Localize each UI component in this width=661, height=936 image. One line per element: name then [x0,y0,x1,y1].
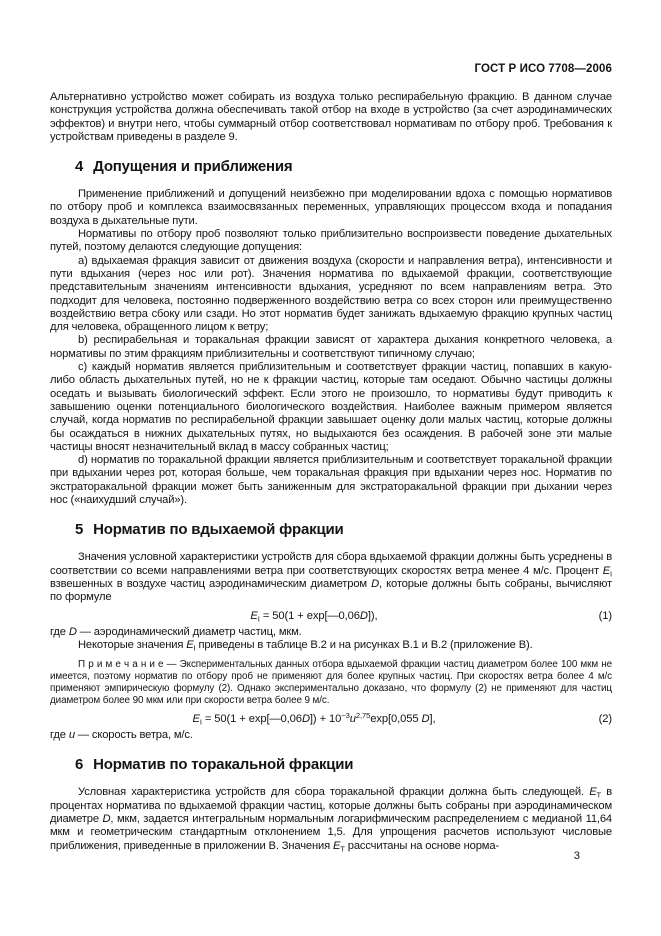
section-4-item-b: b) респирабельная и торакальная фракции зависят от характера дыхания конкретного человека, а нормативы по этим фракциям приблизительны и соответствуют типичному случаю; [50,334,612,360]
intro-continuation-paragraph: Альтернативно устройство может собирать из воздуха только респирабельную фракцию. В данном случае конструкция устройства должна обеспечивать такой отбор на входе в устройство (за счет аэродинамических эффектов) и внутри него, чтобы суммарный отбор соответствовал нормативам по отбору проб. Требования к устройствам приведены в разделе 9. [50,91,612,143]
formula-2 [50,712,612,726]
section-4-item-d: d) норматив по торакальной фракции является приблизительным и соответствует торакальной фракции при вдыхании через рот, которая больше, чем торакальная фракция при вдыхании через нос. Норматив по экстраторакальной фракции может быть заниженным для экстраторакальной фракции при дыхании через нос («наихудший случай»). [50,454,612,507]
section-5-heading [75,521,612,538]
section-4-item-a: а) вдыхаемая фракция зависит от движения воздуха (скорости и направления ветра), интенсивности и пути вдыхания (через нос или рот). Значения норматива по вдыхаемой фракции, соответствующие представительным значениям интенсивности вдыхания, усредняют по всем направлениям ветра. Это подходит для человека, постоянно подверженного воздействию ветра со всех сторон или преимущественно воздействию ветра сбоку или сзади. Но этот норматив будет занижать вдыхаемую фракцию крупных частиц для человека, обращенного лицом к ветру; [50,254,612,334]
section-6-paragraph-1: Условная характеристика устройств для сбора торакальной фракции должна быть следующей. $E_Т$ в процентах норматива по вдыхаемой фракции частиц, которые должны быть собраны при аэродинамическом диаметре D, мкм, задается интегральным нормальным логарифмическим распределением с медианой 11,64 мкм и геометрическим стандартным отклонением 1,5. Для упрощения расчетов используют числовые приближения, приведенные в приложении В. Значения $E_Т$ рассчитаны на основе норма- [50,786,612,853]
section-5-note: П р и м е ч а н и е — Экспериментальных данных отбора вдыхаемой фракции частиц диаметром более 100 мкм не имеется, поэтому норматив по отбору проб не применяют для более крупных частиц. При скоростях ветра более 4 м/с применяют эмпирическую формулу (2). Однако экспериментально доказано, что формулу (2) не применяют для частиц диаметром более 90 мкм или при скорости ветра более 9 м/с. [50,659,612,707]
section-4-paragraph-1: Применение приближений и допущений неизбежно при моделировании вдоха с помощью нормативов по отбору проб и комплекса взаимосвязанных переменных, управляющих процессом входа и попадания воздуха в дыхательные пути. [50,188,612,227]
section-4-title: Допущения и приближения [93,158,293,176]
page-number: 3 [573,850,580,862]
section-4-heading [75,158,612,175]
page-content [50,91,612,853]
running-header: ГОСТ Р ИСО 7708—2006 [474,63,612,75]
section-5-title: Норматив по вдыхаемой фракции [93,521,344,539]
section-6-heading [75,756,612,773]
section-4-paragraph-2: Нормативы по отбору проб позволяют только приблизительно воспроизвести поведение дыхательных путей, поэтому делаются следующие допущения: [50,228,612,254]
formula-1-where-line: где D — аэродинамический диаметр частиц, мкм. [50,625,302,638]
formula-1-expression: $E_I = 50(1$ + exp[—0,06D]), [250,609,378,623]
section-5-paragraph-1: Значения условной характеристики устройств для сбора вдыхаемой фракции должны быть усреднены в соответствии со всеми направлениями ветра при соответствующих скоростях ветра менее 4 м/с. Процент $E_I$ взвешенных в воздухе частиц аэродинамическим диаметром D, которые должны быть собраны, вычисляют по формуле [50,551,612,604]
formula-1 [50,609,612,623]
section-6-title: Норматив по торакальной фракции [93,756,354,774]
section-4-item-c: c) каждый норматив является приблизительным и соответствует фракции частиц, попавших в какую-либо область дыхательных путей, но не к фракции частиц, которые там оседают. Обычно частицы должны оседать и вызывать биологический эффект. Если этого не произошло, то нормативы будут приводить к завышению оценки потенциального биологического воздействия. Наиболее важным примером является случай, когда норматив по респирабельной фракции завышает оценку доли малых частиц, которые должны бы осаждаться в нижних дыхательных путях, но выдыхаются без осаждения. В рабочей зоне эти малые частицы вносят незначительный вклад в массу собранных частиц; [50,361,612,453]
formula-2-expression: $E_I = 50(1$ + exp[—0,06D]) + $10^{-3}u^{2,75}\exp[0,055$ D], [192,711,436,727]
section-6-number: 6 [75,756,84,774]
formula-1-number: (1) [598,609,612,622]
formula-2-number: (2) [598,713,612,726]
formula-2-where-line: где u — скорость ветра, м/с. [50,729,193,742]
section-4-number: 4 [75,158,84,176]
section-5-number: 5 [75,521,84,539]
section-5-paragraph-2: Некоторые значения $E_I$ приведены в таблице В.2 и на рисунках В.1 и В.2 (приложение В). [78,638,533,653]
